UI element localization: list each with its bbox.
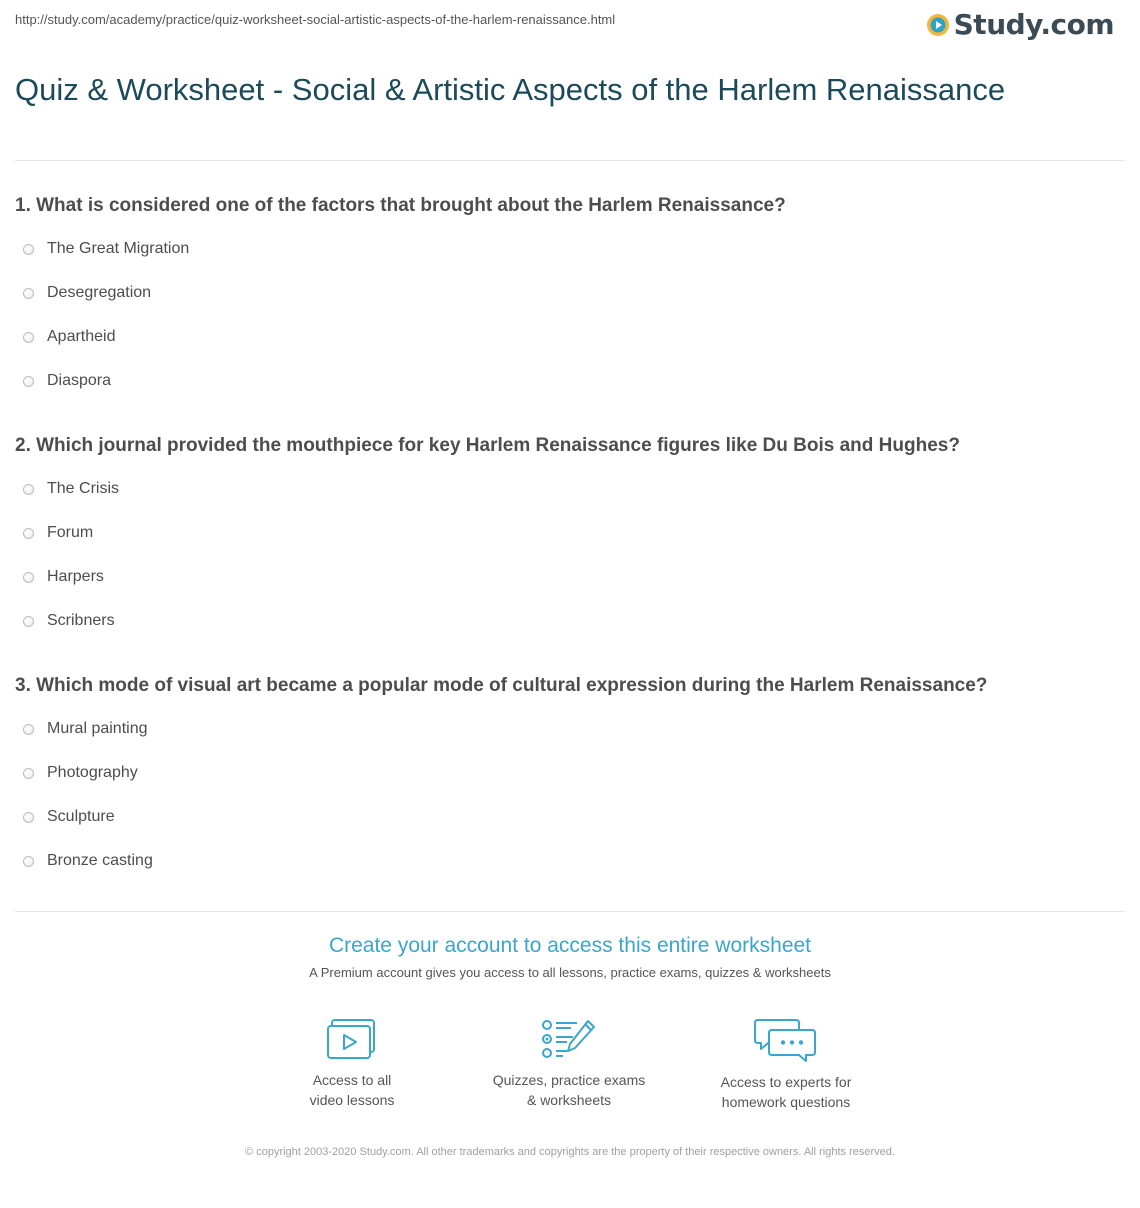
radio-button-icon[interactable] bbox=[23, 616, 34, 627]
answer-option[interactable] bbox=[15, 839, 1125, 883]
question-1 bbox=[15, 194, 1125, 403]
radio-button-icon[interactable] bbox=[23, 724, 34, 735]
option-label: Forum bbox=[47, 524, 94, 541]
feature-experts bbox=[696, 1018, 876, 1112]
answer-options bbox=[15, 467, 1125, 643]
radio-button-icon[interactable] bbox=[23, 332, 34, 343]
answer-option[interactable] bbox=[15, 555, 1125, 599]
answer-option[interactable] bbox=[15, 751, 1125, 795]
feature-label-line: Access to experts for bbox=[720, 1074, 852, 1090]
answer-option[interactable] bbox=[15, 359, 1125, 403]
question-2 bbox=[15, 434, 1125, 643]
option-label: Sculpture bbox=[47, 808, 115, 825]
answer-option[interactable] bbox=[15, 795, 1125, 839]
answer-option[interactable] bbox=[15, 511, 1125, 555]
feature-label bbox=[262, 1070, 442, 1110]
answer-options bbox=[15, 227, 1125, 403]
option-label: The Crisis bbox=[47, 480, 120, 497]
feature-label-line: & worksheets bbox=[526, 1092, 612, 1108]
answer-option[interactable] bbox=[15, 315, 1125, 359]
option-label: Desegregation bbox=[47, 284, 152, 301]
question-3 bbox=[15, 674, 1125, 883]
feature-video-lessons bbox=[262, 1018, 442, 1110]
create-account-link[interactable]: Create your account to access this entire worksheet bbox=[328, 934, 812, 957]
video-lessons-icon bbox=[326, 1018, 378, 1062]
play-logo-icon bbox=[926, 13, 950, 37]
premium-description: A Premium account gives you access to all lessons, practice exams, quizzes & worksheets bbox=[309, 965, 831, 980]
answer-option[interactable] bbox=[15, 227, 1125, 271]
option-label: Photography bbox=[47, 764, 138, 781]
radio-button-icon[interactable] bbox=[23, 288, 34, 299]
page-title: Quiz & Worksheet - Social & Artistic Aspects of the Harlem Renaissance bbox=[15, 72, 1006, 107]
option-label: Apartheid bbox=[47, 328, 116, 345]
feature-label bbox=[696, 1072, 876, 1112]
radio-button-icon[interactable] bbox=[23, 376, 34, 387]
answer-option[interactable] bbox=[15, 467, 1125, 511]
study-logo[interactable] bbox=[926, 8, 1114, 41]
chat-bubbles-icon bbox=[754, 1018, 818, 1064]
title-divider bbox=[15, 160, 1125, 161]
quiz-checklist-icon bbox=[541, 1018, 597, 1062]
question-text: 3. Which mode of visual art became a popular mode of cultural expression during the Harlem Renaissance? bbox=[15, 675, 988, 696]
questions-divider bbox=[15, 911, 1125, 912]
option-label: The Great Migration bbox=[47, 240, 190, 257]
radio-button-icon[interactable] bbox=[23, 812, 34, 823]
copyright-notice: © copyright 2003-2020 Study.com. All other trademarks and copyrights are the property of their respective owners. All rights reserved. bbox=[245, 1146, 895, 1158]
answer-option[interactable] bbox=[15, 271, 1125, 315]
feature-label-line: Access to all bbox=[312, 1072, 392, 1088]
answer-option[interactable] bbox=[15, 707, 1125, 751]
option-label: Diaspora bbox=[47, 372, 112, 389]
feature-quizzes bbox=[479, 1018, 659, 1110]
feature-label bbox=[479, 1070, 659, 1110]
radio-button-icon[interactable] bbox=[23, 484, 34, 495]
option-label: Scribners bbox=[47, 612, 115, 629]
logo-text: Study.com bbox=[953, 8, 1114, 41]
option-label: Bronze casting bbox=[47, 852, 153, 869]
radio-button-icon[interactable] bbox=[23, 528, 34, 539]
answer-options bbox=[15, 707, 1125, 883]
answer-option[interactable] bbox=[15, 599, 1125, 643]
radio-button-icon[interactable] bbox=[23, 768, 34, 779]
question-text: 1. What is considered one of the factors that brought about the Harlem Renaissance? bbox=[15, 195, 786, 216]
feature-label-line: homework questions bbox=[721, 1094, 851, 1110]
radio-button-icon[interactable] bbox=[23, 572, 34, 583]
option-label: Harpers bbox=[47, 568, 104, 585]
feature-label-line: Quizzes, practice exams bbox=[492, 1072, 646, 1088]
radio-button-icon[interactable] bbox=[23, 244, 34, 255]
question-text: 2. Which journal provided the mouthpiece for key Harlem Renaissance figures like Du Bois and Hughes? bbox=[15, 435, 960, 456]
option-label: Mural painting bbox=[47, 720, 148, 737]
radio-button-icon[interactable] bbox=[23, 856, 34, 867]
page-url: http://study.com/academy/practice/quiz-worksheet-social-artistic-aspects-of-the-harlem-renaissance.html bbox=[15, 12, 616, 27]
feature-label-line: video lessons bbox=[309, 1092, 395, 1108]
